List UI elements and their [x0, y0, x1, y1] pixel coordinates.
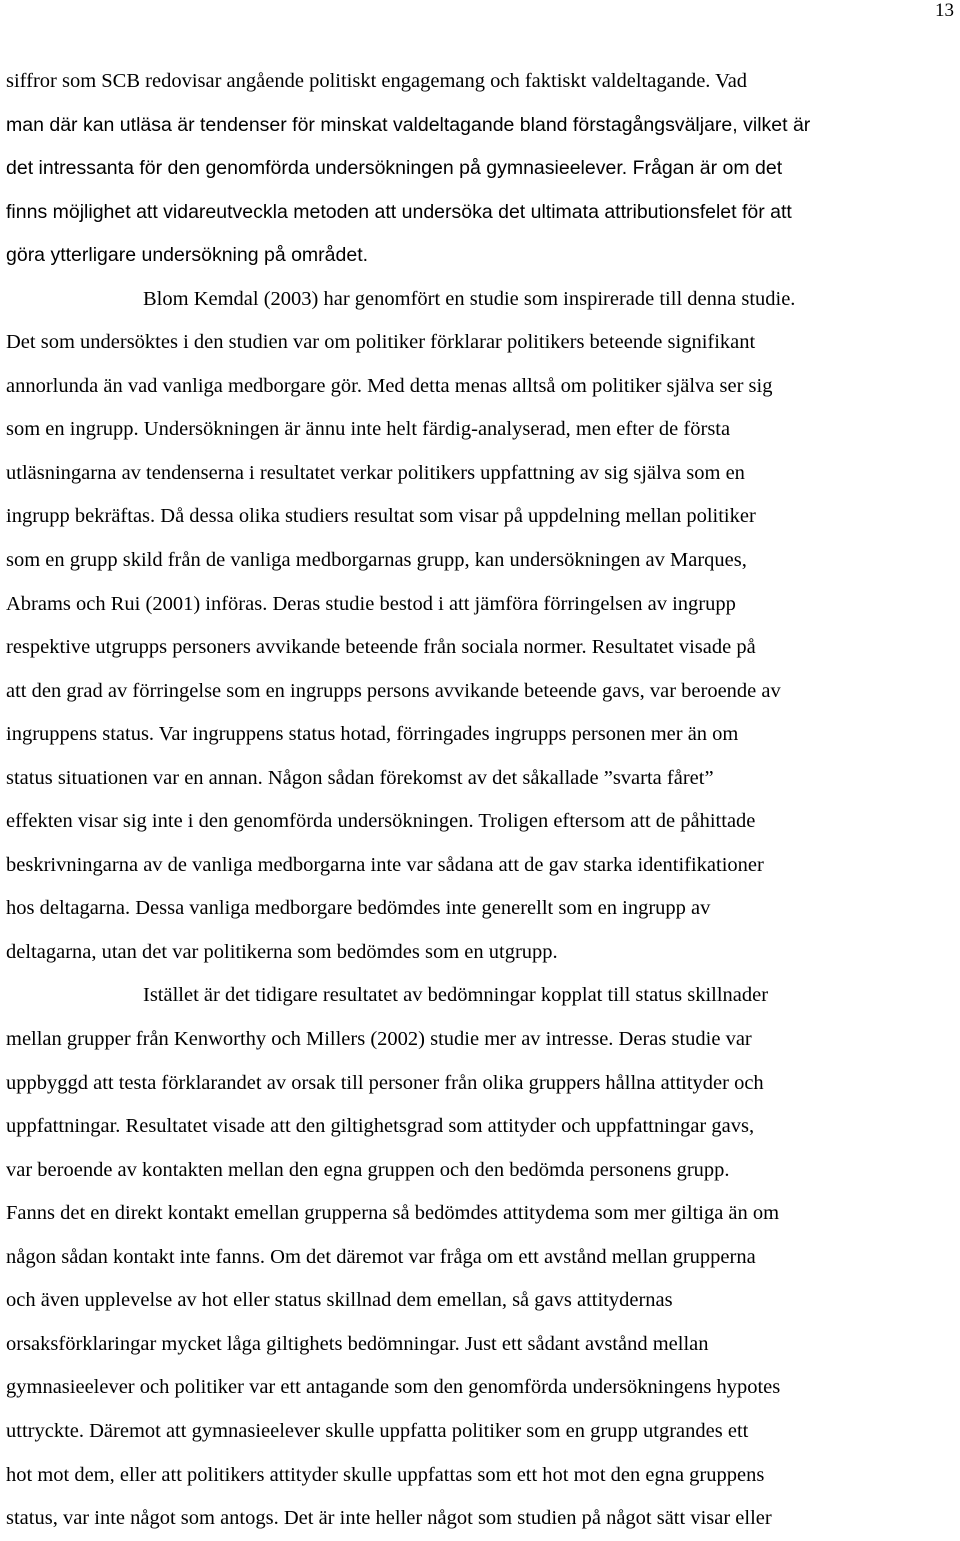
text-line-22: Istället är det tidigare resultatet av bedömningar kopplat till status skillnader [143, 984, 769, 1007]
text-line-27: Fanns det en direkt kontakt emellan grupperna så bedömdes attitydema som mer giltiga än om [6, 1202, 780, 1225]
body-text [6, 60, 956, 1541]
text-line-17: status situationen var en annan. Någon sådan förekomst av det såkallade ”svarta fåret” [6, 766, 714, 789]
text-line-28: någon sådan kontakt inte fanns. Om det däremot var fråga om ett avstånd mellan grupperna [6, 1245, 756, 1268]
text-line-25: uppfattningar. Resultatet visade att den giltighetsgrad som attityder och uppfattningar gavs, [6, 1115, 755, 1138]
text-line-34: status, var inte något som antogs. Det är inte heller något som studien på något sätt visar eller [6, 1507, 772, 1530]
text-line-8: annorlunda än vad vanliga medborgare gör. Med detta menas alltså om politiker själva ser sig [6, 374, 773, 397]
text-line-4: finns möjlighet att vidareutveckla metoden att undersöka det ultimata attributionsfelet för att [6, 200, 792, 223]
text-line-29: och även upplevelse av hot eller status skillnad dem emellan, så gavs attitydernas [6, 1289, 673, 1312]
text-line-10: utläsningarna av tendenserna i resultatet verkar politikers uppfattning av sig själva som en [6, 461, 745, 484]
text-line-23: mellan grupper från Kenworthy och Millers (2002) studie mer av intresse. Deras studie var [6, 1028, 752, 1051]
text-line-11: ingrupp bekräftas. Då dessa olika studiers resultat som visar på uppdelning mellan politiker [6, 505, 756, 528]
text-line-20: hos deltagarna. Dessa vanliga medborgare bedömdes inte generellt som en ingrupp av [6, 897, 711, 920]
text-line-6: Blom Kemdal (2003) har genomfört en studie som inspirerade till denna studie. [143, 287, 796, 310]
text-line-21: deltagarna, utan det var politikerna som bedömdes som en utgrupp. [6, 940, 558, 963]
text-line-33: hot mot dem, eller att politikers attityder skulle uppfattas som ett hot mot den egna gruppens [6, 1463, 765, 1486]
text-line-12: som en grupp skild från de vanliga medborgarnas grupp, kan undersökningen av Marques, [6, 549, 747, 572]
text-line-5: göra ytterligare undersökning på området. [6, 244, 369, 267]
text-line-30: orsaksförklaringar mycket låga giltighets bedömningar. Just ett sådant avstånd mellan [6, 1332, 709, 1355]
text-line-31: gymnasieelever och politiker var ett antagande som den genomförda undersökningens hypotes [6, 1376, 781, 1399]
text-line-24: uppbyggd att testa förklarandet av orsak till personer från olika gruppers hållna attityder och [6, 1071, 764, 1094]
page-number: 13 [935, 0, 954, 21]
text-line-18: effekten visar sig inte i den genomförda undersökningen. Troligen eftersom att de påhittade [6, 810, 756, 833]
text-line-7: Det som undersöktes i den studien var om politiker förklarar politikers beteende signifikant [6, 331, 756, 354]
text-line-32: uttryckte. Däremot att gymnasieelever skulle uppfatta politiker som en grupp utgrandes ett [6, 1419, 749, 1442]
text-line-16: ingruppens status. Var ingruppens status hotad, förringades ingrupps personen mer än om [6, 723, 739, 746]
text-line-9: som en ingrupp. Undersökningen är ännu inte helt färdig-analyserad, men efter de första [6, 418, 731, 441]
text-line-26: var beroende av kontakten mellan den egna gruppen och den bedömda personens grupp. [6, 1158, 730, 1181]
text-line-15: att den grad av förringelse som en ingrupps persons avvikande beteende gavs, var beroende av [6, 679, 781, 702]
text-line-19: beskrivningarna av de vanliga medborgarna inte var sådana att de gav starka identifikationer [6, 853, 764, 876]
text-line-2: man där kan utläsa är tendenser för minskat valdeltagande bland förstagångsväljare, vilket är [6, 113, 811, 136]
text-line-14: respektive utgrupps personers avvikande beteende från sociala normer. Resultatet visade på [6, 636, 756, 659]
text-line-3: det intressanta för den genomförda undersökningen på gymnasieelever. Frågan är om det [6, 157, 783, 180]
text-line-13: Abrams och Rui (2001) införas. Deras studie bestod i att jämföra förringelsen av ingrupp [6, 592, 736, 615]
text-line-1: siffror som SCB redovisar angående politiskt engagemang och faktiskt valdeltagande. Vad [6, 70, 748, 92]
